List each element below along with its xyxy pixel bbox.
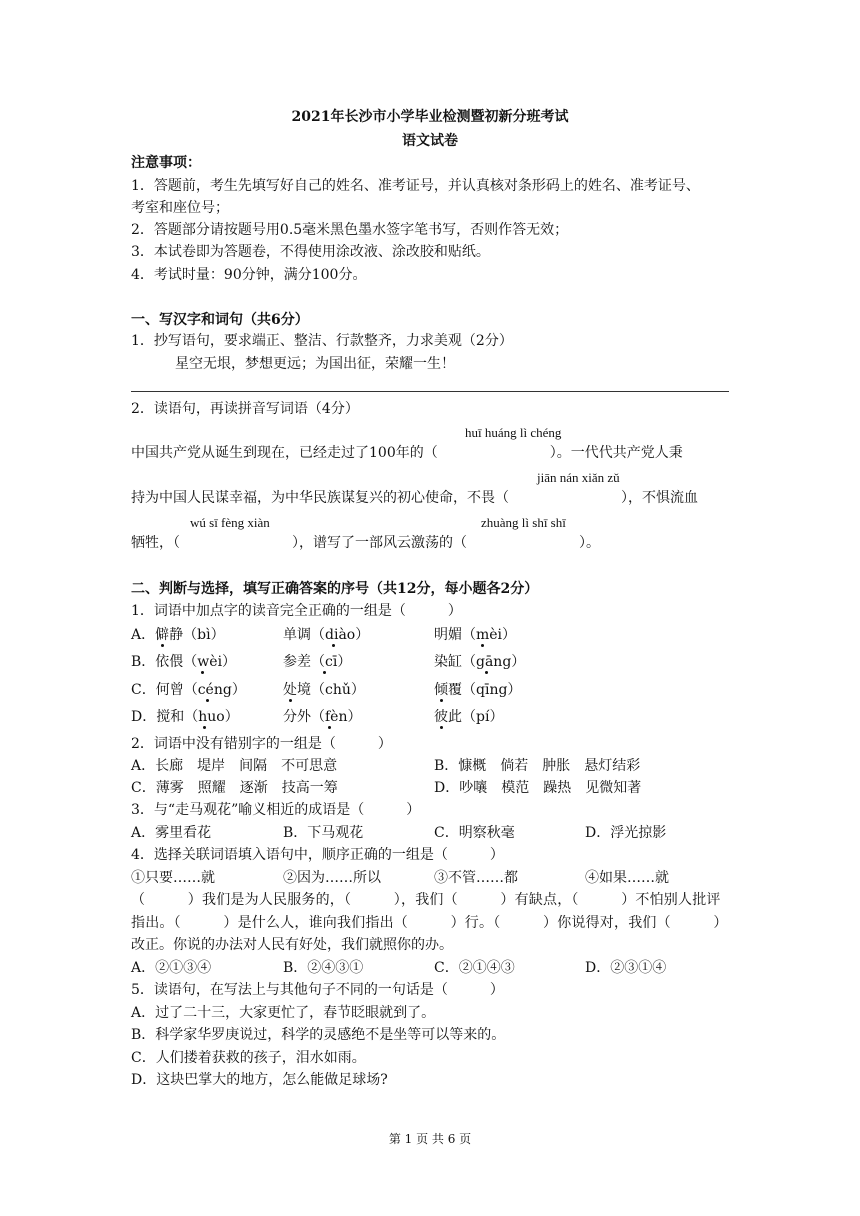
q3-option-c: C．明察秋毫 bbox=[434, 825, 515, 841]
q4-passage-line-3: 改正。你说的办法对人民有好处，我们就照你的办。 bbox=[131, 937, 453, 953]
q2-option-d: D．吵嚷 模范 躁热 见微知著 bbox=[434, 780, 642, 796]
notice-item: 2．答题部分请按题号用0.5毫米黑色墨水签字笔书写，否则作答无效； bbox=[131, 222, 569, 238]
q1-option-b: B．依偎（wèi） bbox=[131, 654, 237, 670]
q4-choice-4: ④如果……就 bbox=[585, 870, 669, 886]
exam-subtitle: 语文试卷 bbox=[402, 133, 458, 149]
q1-option-c-word3: 倾覆（qīng） bbox=[434, 682, 522, 698]
q1-option-b-word2: 参差（cī） bbox=[283, 654, 352, 670]
question-2-3: 3．与“走马观花”喻义相近的成语是（ ） bbox=[131, 802, 421, 818]
q5-option-c: C．人们搂着获救的孩子，泪水如雨。 bbox=[131, 1050, 366, 1066]
q1-option-a-word2: 单调（diào） bbox=[283, 627, 370, 643]
section1-heading: 一、写汉字和词句（共6分） bbox=[131, 312, 309, 328]
q5-option-d: D．这块巴掌大的地方，怎么能做足球场? bbox=[131, 1072, 388, 1088]
fill-line-1: 中国共产党从诞生到现在，已经走过了100年的（ ）。一代代共产党人秉 bbox=[131, 445, 683, 461]
q1-option-c-word2: 处境（chǔ） bbox=[283, 682, 365, 698]
q1-option-d-word3: 彼此（pí） bbox=[434, 709, 504, 725]
notice-item: 考室和座位号； bbox=[131, 200, 229, 216]
writing-line bbox=[131, 391, 729, 392]
fill-line-3: 牺牲，（ ），谱写了一部风云激荡的（ ）。 bbox=[131, 535, 600, 551]
notice-item: 3．本试卷即为答题卷，不得使用涂改液、涂改胶和贴纸。 bbox=[131, 244, 490, 260]
q1-option-b-word3: 染缸（gāng） bbox=[434, 654, 526, 670]
q1-option-c: C．何曾（céng） bbox=[131, 682, 246, 698]
page-footer: 第 1 页 共 6 页 bbox=[388, 1132, 472, 1146]
notice-item: 4．考试时量：90分钟，满分100分。 bbox=[131, 267, 367, 283]
pinyin-4: zhuàng lì shī shī bbox=[481, 515, 566, 530]
exam-title: 2021年长沙市小学毕业检测暨初新分班考试 bbox=[291, 109, 569, 125]
q4-choice-1: ①只要……就 bbox=[131, 870, 215, 886]
q1-option-d-word2: 分外（fèn） bbox=[283, 709, 362, 725]
copy-sentence: 星空无垠，梦想更远；为国出征，荣耀一生！ bbox=[175, 356, 455, 372]
q2-option-b: B．慷概 倘若 肿胀 悬灯结彩 bbox=[434, 758, 641, 774]
q3-option-a: A．雾里看花 bbox=[131, 825, 212, 841]
notice-item: 1．答题前，考生先填写好自己的姓名、准考证号，并认真核对条形码上的姓名、准考证号、 bbox=[131, 178, 700, 194]
q1-option-a: A．僻静（bì） bbox=[131, 627, 225, 643]
section2-heading: 二、判断与选择，填写正确答案的序号（共12分，每小题各2分） bbox=[131, 581, 539, 597]
q3-option-b: B．下马观花 bbox=[283, 825, 364, 841]
pinyin-3: wú sī fèng xiàn bbox=[190, 515, 270, 530]
question-2-2: 2．词语中没有错别字的一组是（ ） bbox=[131, 736, 392, 752]
q2-option-a: A．长廊 堤岸 间隔 不可思意 bbox=[131, 758, 338, 774]
q4-choice-2: ②因为……所以 bbox=[283, 870, 381, 886]
question-2-1: 1．词语中加点字的读音完全正确的一组是（ ） bbox=[131, 603, 462, 619]
question-2-4: 4．选择关联词语填入语句中，顺序正确的一组是（ ） bbox=[131, 847, 504, 863]
fill-line-2: 持为中国人民谋幸福，为中华民族谋复兴的初心使命，不畏（ ），不惧流血 bbox=[131, 490, 698, 506]
q5-option-b: B．科学家华罗庚说过，科学的灵感绝不是坐等可以等来的。 bbox=[131, 1027, 506, 1043]
q4-option-c: C．②①④③ bbox=[434, 960, 515, 976]
q4-option-a: A．②①③④ bbox=[131, 960, 212, 976]
q4-choice-3: ③不管……都 bbox=[434, 870, 518, 886]
q4-passage-line-2: 指出。（ ）是什么人，谁向我们指出（ ）行。（ ）你说得对，我们（ ） bbox=[131, 915, 728, 931]
pinyin-2: jiān nán xiǎn zǔ bbox=[537, 470, 620, 485]
question-1-1: 1．抄写语句，要求端正、整洁、行款整齐，力求美观（2分） bbox=[131, 333, 513, 349]
notice-heading: 注意事项： bbox=[131, 155, 201, 171]
q2-option-c: C．薄雾 照耀 逐渐 技高一筹 bbox=[131, 780, 338, 796]
question-1-2: 2．读语句，再读拼音写词语（4分） bbox=[131, 401, 359, 417]
q4-option-b: B．②④③① bbox=[283, 960, 364, 976]
q4-option-d: D．②③①④ bbox=[585, 960, 667, 976]
question-2-5: 5．读语句，在写法上与其他句子不同的一句话是（ ） bbox=[131, 982, 504, 998]
q1-option-d: D．搅和（huo） bbox=[131, 709, 239, 725]
q5-option-a: A．过了二十三，大家更忙了，春节眨眼就到了。 bbox=[131, 1005, 436, 1021]
pinyin-1: huī huáng lì chéng bbox=[465, 425, 562, 440]
q1-option-a-word3: 明媚（mèi） bbox=[434, 627, 517, 643]
q3-option-d: D．浮光掠影 bbox=[585, 825, 667, 841]
q4-passage-line-1: （ ）我们是为人民服务的，（ ），我们（ ）有缺点，（ ）不怕别人批评 bbox=[131, 892, 721, 908]
